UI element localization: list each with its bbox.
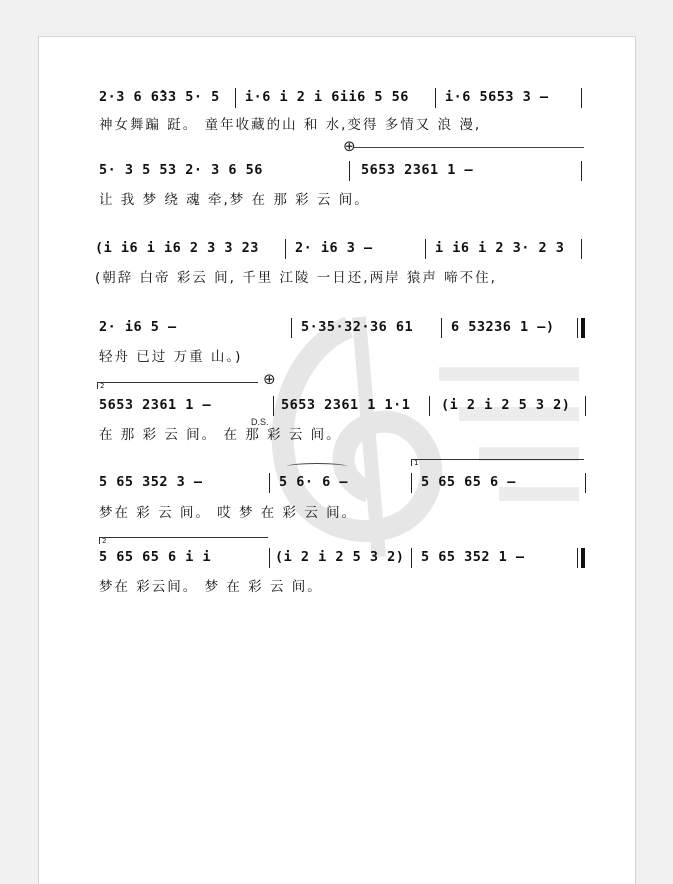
system-7-lyrics: 梦在 彩云间。 梦 在 彩 云 间。 — [99, 579, 323, 595]
measure-notes: 5653 2361 1 1·1 — [281, 397, 411, 413]
measure-notes: 5 6· 6 — — [279, 474, 349, 490]
measure-notes: 5653 2361 1 — — [361, 162, 474, 178]
tie-mark — [287, 463, 347, 470]
barline — [349, 161, 350, 181]
measure-notes: 5 65 65 6 — — [421, 474, 516, 490]
volta-number: 1 — [414, 459, 419, 467]
system-5-lyrics: 在 那 彩 云 间。 在 那 彩 云 间。 — [99, 427, 342, 443]
measure-notes: (i 2 i 2 5 3 2) — [441, 397, 571, 413]
measure-notes: 5· 3 5 53 2· 3 6 56 — [99, 162, 263, 178]
coda-sign-icon: ⊕ — [263, 370, 276, 388]
measure-notes: i·6 i 2 i 6ii6 5 56 — [245, 89, 409, 105]
final-barline — [577, 548, 578, 568]
barline — [411, 473, 412, 493]
measure-notes: i·6 5653 3 — — [445, 89, 549, 105]
coda-sign-icon: ⊕ — [343, 137, 356, 155]
barline — [411, 548, 412, 568]
barline — [269, 473, 270, 493]
barline — [581, 88, 582, 108]
system-3-lyrics: (朝辞 白帝 彩云 间, 千里 江陵 一日还,两岸 猿声 啼不住, — [95, 270, 497, 286]
measure-notes: 2· i6 3 — — [295, 240, 373, 256]
repeat-end-barline — [585, 473, 586, 493]
measure-notes: 6 53236 1 —) — [451, 319, 555, 335]
final-thick-barline — [581, 548, 585, 568]
measure-notes: (i i6 i i6 2 3 3 23 — [95, 240, 259, 256]
measure-notes: 5 65 352 1 — — [421, 549, 525, 565]
measure-notes: i i6 i 2 3· 2 3 — [435, 240, 565, 256]
measure-notes: 2·3 6 6̂33 5· 5 — [99, 89, 220, 105]
barline — [269, 548, 270, 568]
measure-notes: 5·35·32·36 61 — [301, 319, 414, 335]
measure-notes: 5 65 352 3 — — [99, 474, 203, 490]
barline — [581, 161, 582, 181]
barline — [425, 239, 426, 259]
measure-notes: 2· i6 5 — — [99, 319, 177, 335]
barline — [291, 318, 292, 338]
system-2-lyrics: 让 我 梦 绕 魂 牵,梦 在 那 彩 云 间。 — [99, 192, 370, 208]
system-4-lyrics: 轻舟 已过 万重 山。) — [99, 349, 243, 365]
repeat-end-barline — [577, 318, 578, 338]
barline — [435, 88, 436, 108]
measure-notes: 5653 2361 1 — — [99, 397, 212, 413]
segment-line — [354, 147, 584, 148]
measure-notes: (i 2 i 2 5 3 2) — [275, 549, 405, 565]
barline — [235, 88, 236, 108]
volta-number: 2 — [102, 537, 107, 545]
barline — [285, 239, 286, 259]
repeat-end-thick-barline — [581, 318, 585, 338]
repeat-start-barline — [429, 396, 430, 416]
volta-number: 2 — [100, 382, 105, 390]
volta-bracket — [411, 459, 584, 466]
barline — [581, 239, 582, 259]
measure-notes: 5 65 65 6 i i — [99, 549, 212, 565]
system-6-lyrics: 梦在 彩 云 间。 哎 梦 在 彩 云 间。 — [99, 505, 358, 521]
volta-bracket — [97, 382, 258, 389]
barline — [585, 396, 586, 416]
barline — [273, 396, 274, 416]
score-sheet — [38, 36, 636, 884]
volta-bracket — [99, 537, 268, 544]
barline — [441, 318, 442, 338]
ds-label: D.S. — [251, 417, 269, 427]
system-1-lyrics: 神女舞蹁 跹。 童年收藏的山 和 水,变得 多情又 浪 漫, — [99, 117, 482, 133]
